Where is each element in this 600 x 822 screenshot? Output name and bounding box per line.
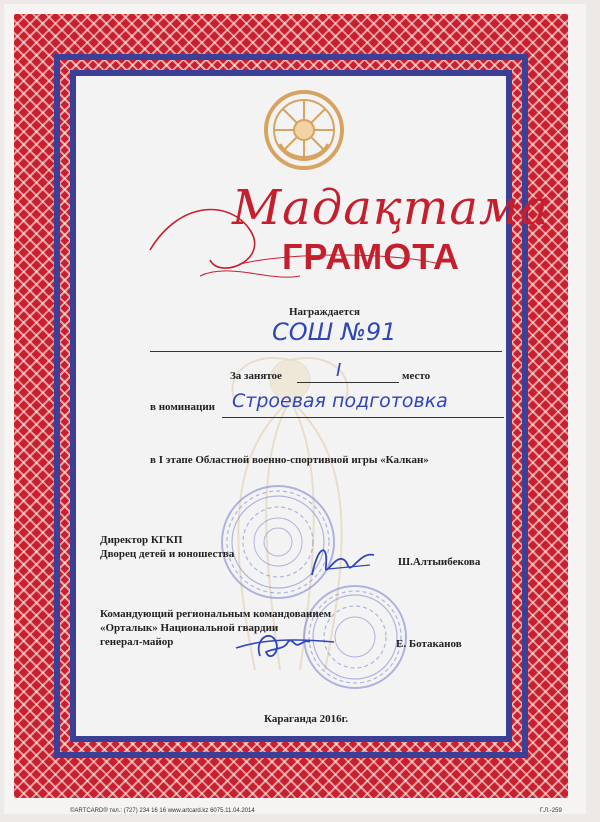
code-footer: Г.Л.-259: [540, 808, 562, 814]
signer1-title-line1: Директор КГКП: [100, 534, 183, 546]
signer2-title-line1: Командующий региональным командованием: [100, 608, 332, 620]
place-label-prefix: За занятое: [230, 370, 282, 382]
awarded-label: Награждается: [289, 306, 360, 318]
place-date: Караганда 2016г.: [264, 713, 349, 725]
place-underline: [297, 382, 399, 383]
place-label-suffix: место: [402, 370, 431, 382]
handwritten-signature: [230, 622, 340, 666]
signer1-title-line2: Дворец детей и юношества: [100, 548, 235, 560]
event-text: в I этапе Областной военно-спортивной игры «Калкан»: [150, 454, 429, 466]
signer2-title-line3: генерал-майор: [100, 636, 174, 648]
printer-footer: ©ARTCARD® тел.: (727) 234 16 16 www.artcard.kz 6075.11.04.2014: [70, 808, 255, 814]
title-kazakh: Мадақтама: [232, 180, 550, 236]
nomination-handwritten: Строевая подготовка: [232, 390, 448, 412]
kazakhstan-emblem-icon: [262, 88, 346, 172]
nomination-label: в номинации: [150, 401, 216, 413]
awardee-underline: [150, 351, 502, 352]
nomination-underline: [222, 417, 504, 418]
awardee-handwritten: СОШ №91: [272, 318, 397, 346]
signer1-name: Ш.Алтыибекова: [398, 556, 481, 568]
signer2-name: Е. Ботаканов: [396, 638, 462, 650]
place-handwritten: I: [336, 360, 342, 381]
title-russian: ГРАМОТА: [282, 236, 460, 277]
signer2-title-line2: «Орталык» Национальной гвардии: [100, 622, 279, 634]
handwritten-signature: [308, 535, 378, 585]
